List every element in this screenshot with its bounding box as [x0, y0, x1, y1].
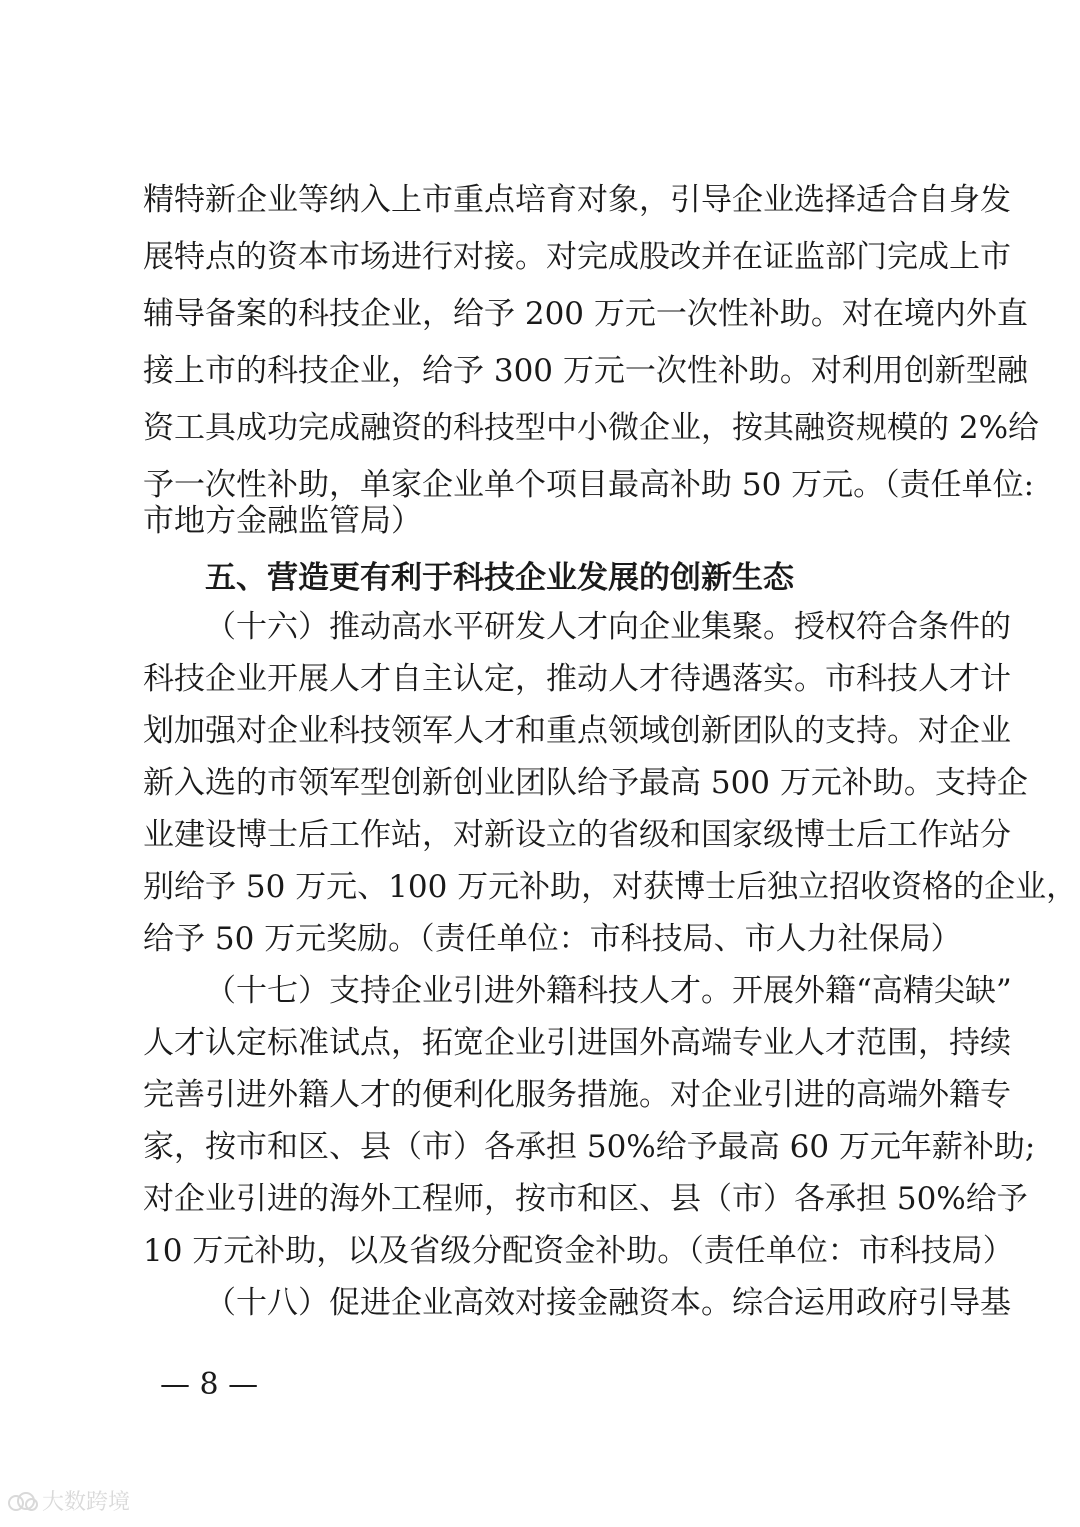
text-line: 业建设博士后工作站，对新设立的省级和国家级博士后工作站分	[143, 817, 1011, 853]
text-line: 对企业引进的海外工程师，按市和区、县（市）各承担 50%给予	[143, 1181, 1028, 1217]
paragraph-first-line: （十六）推动高水平研发人才向企业集聚。授权符合条件的	[205, 609, 1011, 645]
page-number: — 8 —	[160, 1367, 259, 1402]
text-line: 精特新企业等纳入上市重点培育对象，引导企业选择适合自身发	[143, 182, 1011, 218]
text-line: 市地方金融监管局）	[143, 503, 422, 539]
text-line: 人才认定标准试点，拓宽企业引进国外高端专业人才范围，持续	[143, 1025, 1011, 1061]
text-line: 资工具成功完成融资的科技型中小微企业，按其融资规模的 2%给	[143, 410, 1040, 446]
text-line: 完善引进外籍人才的便利化服务措施。对企业引进的高端外籍专	[143, 1077, 1011, 1113]
section-heading: 五、营造更有利于科技企业发展的创新生态	[205, 560, 794, 596]
paragraph-first-line: （十七）支持企业引进外籍科技人才。开展外籍“高精尖缺”	[205, 973, 1012, 1009]
text-line: 予一次性补助，单家企业单个项目最高补助 50 万元。（责任单位:	[143, 467, 1035, 503]
text-line: 辅导备案的科技企业，给予 200 万元一次性补助。对在境内外直	[143, 296, 1028, 332]
text-line: 展特点的资本市场进行对接。对完成股改并在证监部门完成上市	[143, 239, 1011, 275]
watermark-text: 大数跨境	[42, 1490, 131, 1515]
watermark	[8, 1488, 130, 1518]
text-line: 10 万元补助，以及省级分配资金补助。（责任单位：市科技局）	[143, 1233, 1014, 1269]
paragraph-first-line: （十八）促进企业高效对接金融资本。综合运用政府引导基	[205, 1285, 1011, 1321]
text-line: 给予 50 万元奖励。（责任单位：市科技局、市人力社保局）	[143, 921, 962, 957]
watermark-logo-icon	[8, 1492, 38, 1514]
text-line: 别给予 50 万元、100 万元补助，对获博士后独立招收资格的企业，	[143, 869, 1078, 905]
text-line: 新入选的市领军型创新创业团队给予最高 500 万元补助。支持企	[143, 765, 1028, 801]
text-line: 科技企业开展人才自主认定，推动人才待遇落实。市科技人才计	[143, 661, 1011, 697]
text-line: 划加强对企业科技领军人才和重点领域创新团队的支持。对企业	[143, 713, 1011, 749]
text-line: 家，按市和区、县（市）各承担 50%给予最高 60 万元年薪补助;	[143, 1129, 1036, 1165]
text-line: 接上市的科技企业，给予 300 万元一次性补助。对利用创新型融	[143, 353, 1028, 389]
